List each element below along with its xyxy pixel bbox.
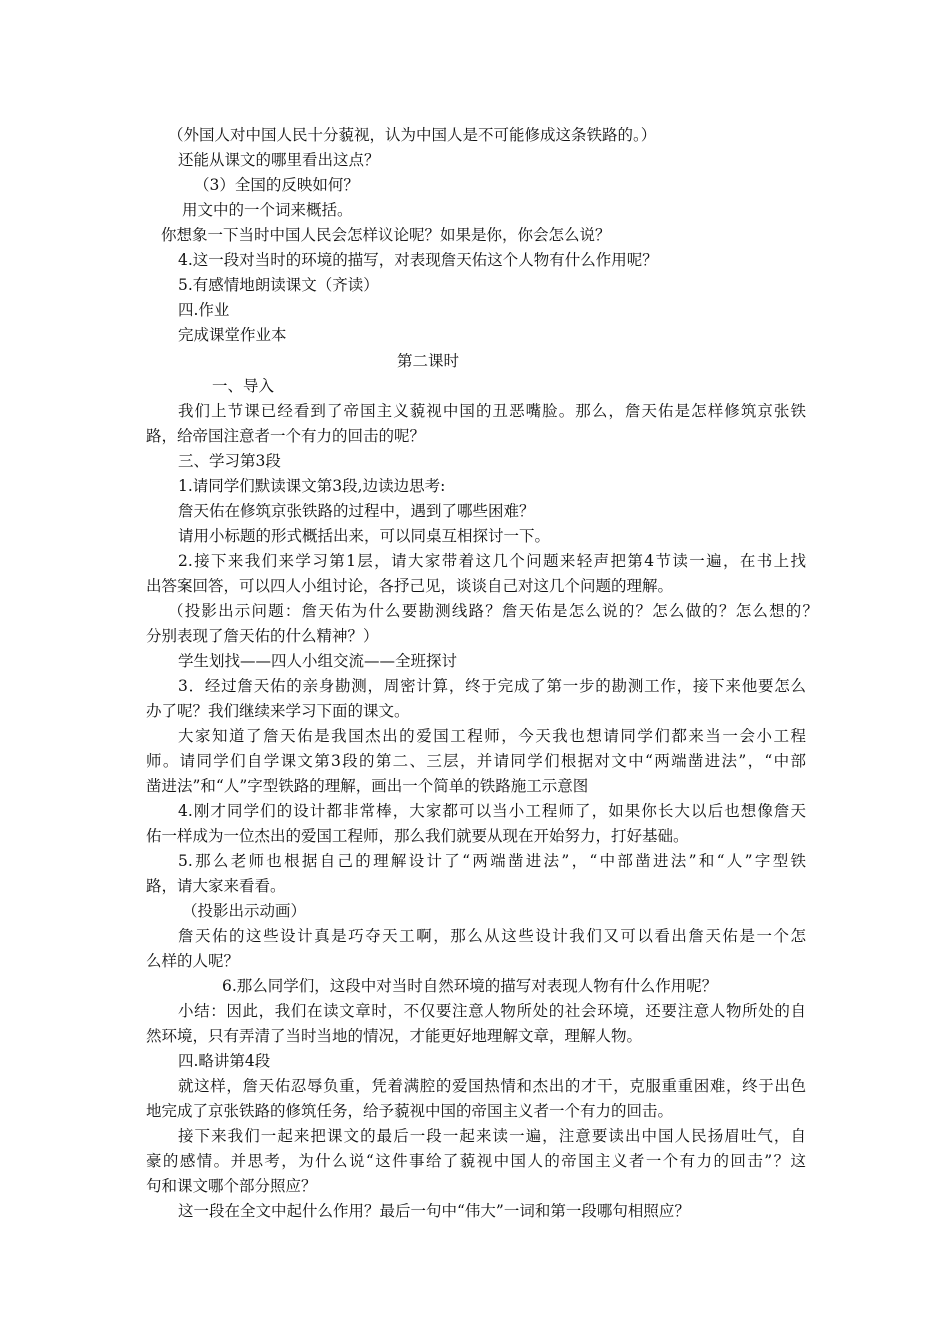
text-line: （3）全国的反映如何？ xyxy=(194,176,359,194)
text-line: （投影出示问题：詹天佑为什么要勘测线路？詹天佑是怎么说的？怎么做的？怎么想的？ xyxy=(168,602,818,620)
text-line: 接下来我们一起来把课文的最后一段一起来读一遍，注意要读出中国人民扬眉吐气，自 xyxy=(178,1127,806,1145)
text-line: 四.作业 xyxy=(178,301,230,319)
text-line: 路，请大家来看看。 xyxy=(146,877,286,895)
text-line: 地完成了京张铁路的修筑任务，给予藐视中国的帝国主义者一个有力的回击。 xyxy=(146,1102,674,1120)
text-line: 大家知道了詹天佑是我国杰出的爱国工程师，今天我也想请同学们都来当一会小工程 xyxy=(178,727,806,745)
text-line: 句和课文哪个部分照应？ xyxy=(146,1177,317,1195)
text-line: 出答案回答，可以四人小组讨论，各抒己见，谈谈自己对这几个问题的理解。 xyxy=(146,577,674,595)
text-line: 5.那么老师也根据自己的理解设计了“两端凿进法”，“中部凿进法”和“人”字型铁 xyxy=(178,852,806,870)
text-line: 路，给帝国注意者一个有力的回击的呢？ xyxy=(146,427,426,445)
text-line: 1.请同学们默读课文第3段,边读边思考: xyxy=(178,477,446,495)
text-line: 就这样，詹天佑忍辱负重，凭着满腔的爱国热情和杰出的才干，克服重重困难，终于出色 xyxy=(178,1077,806,1095)
text-line: 这一段在全文中起什么作用？最后一句中“伟大”一词和第一段哪句相照应？ xyxy=(178,1202,690,1220)
text-line: 学生划找——四人小组交流——全班探讨 xyxy=(178,652,458,670)
text-line: 小结：因此，我们在读文章时，不仅要注意人物所处的社会环境，还要注意人物所处的自 xyxy=(178,1002,806,1020)
text-line: 完成课堂作业本 xyxy=(178,326,287,344)
text-line: 凿进法”和“人”字型铁路的理解，画出一个简单的铁路施工示意图 xyxy=(146,777,589,795)
text-line: （外国人对中国人民十分藐视，认为中国人是不可能修成这条铁路的。） xyxy=(168,126,657,144)
text-line: 还能从课文的哪里看出这点？ xyxy=(178,151,380,169)
text-line: 4.刚才同学们的设计都非常棒，大家都可以当小工程师了，如果你长大以后也想像詹天 xyxy=(178,802,806,820)
text-line: 么样的人呢？ xyxy=(146,952,240,970)
text-line: 师。请同学们自学课文第3段的第二、三层，并请同学们根据对文中“两端凿进法”，“中部 xyxy=(146,752,806,770)
text-line: 2.接下来我们来学习第1层，请大家带着这几个问题来轻声把第4节读一遍，在书上找 xyxy=(178,552,806,570)
text-line: 6.那么同学们，这段中对当时自然环境的描写对表现人物有什么作用呢？ xyxy=(222,977,718,995)
text-line: 你想象一下当时中国人民会怎样议论呢？如果是你，你会怎么说？ xyxy=(161,226,611,244)
text-line: 分别表现了詹天佑的什么精神？） xyxy=(146,627,379,645)
text-line: 豪的感情。并思考，为什么说“这件事给了藐视中国人的帝国主义者一个有力的回击”？这 xyxy=(146,1152,806,1170)
section-heading: 三、学习第3段 xyxy=(178,452,281,470)
section-heading: 四.略讲第4段 xyxy=(178,1052,271,1070)
text-line: 我们上节课已经看到了帝国主义藐视中国的丑恶嘴脸。那么，詹天佑是怎样修筑京张铁 xyxy=(178,402,806,420)
section-title: 第二课时 xyxy=(397,352,460,370)
text-line: （投影出示动画） xyxy=(182,902,307,920)
section-heading: 一、导入 xyxy=(212,377,275,395)
text-line: 佑一样成为一位杰出的爱国工程师，那么我们就要从现在开始努力，打好基础。 xyxy=(146,827,689,845)
text-line: 詹天佑在修筑京张铁路的过程中，遇到了哪些困难？ xyxy=(178,502,535,520)
text-line: 请用小标题的形式概括出来，可以同桌互相探讨一下。 xyxy=(178,527,551,545)
text-line: 用文中的一个词来概括。 xyxy=(182,201,353,219)
text-line: 4.这一段对当时的环境的描写，对表现詹天佑这个人物有什么作用呢？ xyxy=(178,251,658,269)
text-line: 3．经过詹天佑的亲身勘测，周密计算，终于完成了第一步的勘测工作，接下来他要怎么 xyxy=(178,677,806,695)
text-line: 办了呢？我们继续来学习下面的课文。 xyxy=(146,702,410,720)
text-line: 然环境，只有弄清了当时当地的情况，才能更好地理解文章，理解人物。 xyxy=(146,1027,643,1045)
text-line: 詹天佑的这些设计真是巧夺天工啊，那么从这些设计我们又可以看出詹天佑是一个怎 xyxy=(178,927,806,945)
text-line: 5.有感情地朗读课文（齐读） xyxy=(178,276,379,294)
